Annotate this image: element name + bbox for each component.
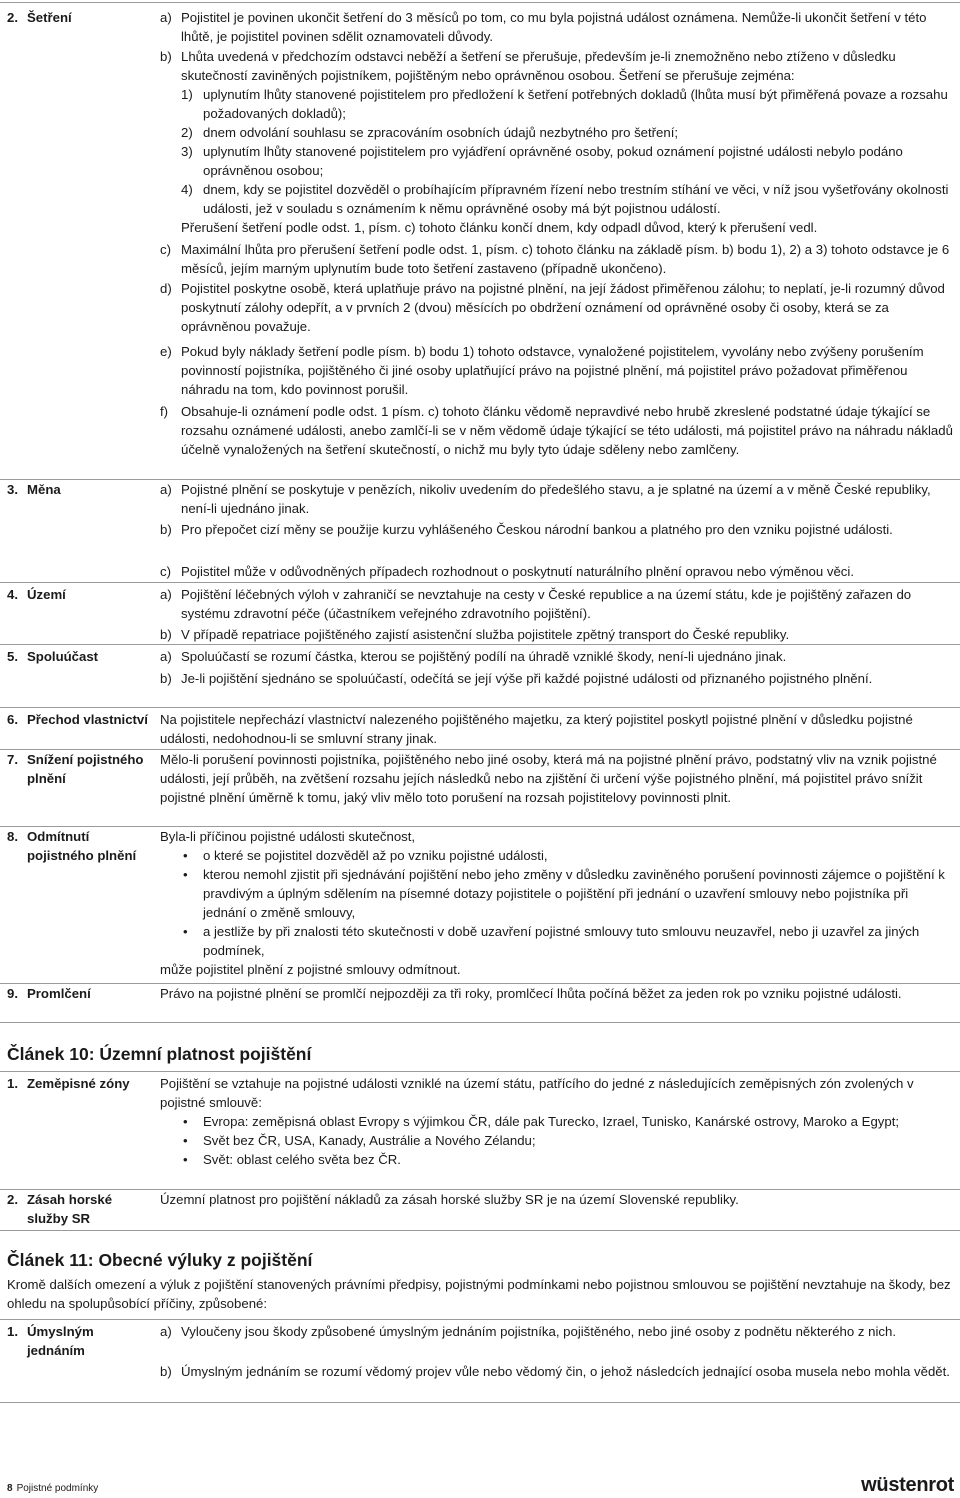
clause-e: e) Pokud byly náklady šetření podle písm. b) bodu 1) tohoto odstavce, vynaložené pojistitelem, vyvolány nebo zvýšeny porušením povinností pojistníka, pojištěného či jiné osoby uplatňující právo na pojistné plnění, má pojistitel právo požadovat přiměřenou náhradu na tom, kdo povinnost porušil. <box>160 344 924 397</box>
clause-a: a) Pojistné plnění se poskytuje v penězích, nikoliv uvedením do předešlého stavu, a je splatné na území a v měně České republiky, není-li ujednáno jinak. <box>160 482 931 516</box>
section-5-spoluucast <box>0 644 960 707</box>
section-text: Mělo-li porušení povinnosti pojistníka, pojištěného nebo jiné osoby, která má na pojistné plnění právo, podstatný vliv na vznik pojistné události, její průběh, na zvětšení rozsahu jejích následků nebo na zjištění či určení výše pojistného plnění, má pojistitel právo snížit pojistné plnění úměrně k tomu, jaký vliv mělo toto porušení na rozsah pojistitelovy povinnosti plnit. <box>160 752 937 805</box>
section-text: Na pojistitele nepřechází vlastnictví nalezeného pojištěného majetku, za který pojistitel poskytl pojistné plnění v důsledku pojistné události, nedohodnou-li se smluvní strany jinak. <box>160 712 913 746</box>
clause-b: b) V případě repatriace pojištěného zajistí asistenční služba pojistitele zpětný transport do České republiky. <box>160 627 790 642</box>
section-label: 1. Úmyslným jednáním <box>7 1324 94 1358</box>
article-10-row-2 <box>0 1189 960 1231</box>
list-item: • Svět bez ČR, USA, Kanady, Austrálie a Nového Zélandu; <box>183 1133 536 1148</box>
bullet-icon: • <box>183 867 188 882</box>
section-label: 8. Odmítnutí pojistného plnění <box>7 829 137 863</box>
section-label: 6. Přechod vlastnictví <box>7 712 148 727</box>
section-2-setreni <box>0 2 960 479</box>
point-1: 1) uplynutím lhůty stanovené pojistitelem pro předložení k šetření potřebných dokladů (lhůta musí být přiměřená povaze a rozsahu požadovaných dokladů); <box>181 87 948 121</box>
clause-d: d) Pojistitel poskytne osobě, která uplatňuje právo na pojistné plnění, na její žádost přiměřenou zálohu; to neplatí, je-li rozumný důvod poskytnutí zálohy odepřít, a v prvních 2 (dvou) měsících po obdržení oznámení od oprávněné osoby či osoby, která se za oprávněnou považuje. <box>160 281 945 334</box>
list-item: • a jestliže by při znalosti této skutečnosti v době uzavření pojistné smlouvy tuto smlouvu neuzavřel, nebo ji uzavřel za jiných podmínek, <box>183 924 920 958</box>
section-6-prechod <box>0 707 960 749</box>
clause-b: b) Je-li pojištění sjednáno se spoluúčastí, odečítá se její výše při každé pojistné události od přiznaného pojistného plnění. <box>160 671 873 686</box>
article-10-row-1 <box>0 1071 960 1189</box>
bullet-icon: • <box>183 848 188 863</box>
point-4: 4) dnem, kdy se pojistitel dozvěděl o probíhajícím přípravném řízení nebo trestním stíhání ve věci, v níž jsou vyšetřovány okolnosti události, jež v souladu s oznámením k němu oprávněné osoby má být pojistnou událostí. <box>181 182 949 216</box>
clause-b-points <box>160 85 954 237</box>
section-text <box>160 1074 954 1169</box>
clause-b: b) Úmyslným jednáním se rozumí vědomý projev vůle nebo vědomý čin, o jehož následcích jednající osoba musela nebo mohla vědět. <box>160 1364 950 1379</box>
page-footer <box>7 1483 98 1495</box>
section-text: Územní platnost pro pojištění nákladů za zásah horské služby SR je na území Slovenské republiky. <box>160 1192 739 1207</box>
clause-f: f) Obsahuje-li oznámení podle odst. 1 písm. c) tohoto článku vědomě nepravdivé nebo hrubě zkreslené podstatné údaje týkající se rozsahu oznámené události, anebo zamlčí-li se v něm vědomě údaje týkající se této události, má pojistitel právo na náhradu nákladů účelně vynaložených na šetření skutečností, o nichž mu byly tyto údaje sděleny nebo zamlčeny. <box>160 404 953 457</box>
list-item: • kterou nemohl zjistit při sjednávání pojištění nebo jeho změny v důsledku zaviněného porušení povinnosti zájemce o pojištění k pravdivým a úplným sdělením na písemné dotazy pojistitele o pojištění při jednání o uzavření smlouvy nebo pojistníka při jednání o změně smlouvy, <box>183 867 945 920</box>
section-label: 2. Zásah horské služby SR <box>7 1192 113 1226</box>
section-label: 3. Měna <box>7 482 61 497</box>
section-9-promlceni <box>0 983 960 1023</box>
list-item: • o které se pojistitel dozvěděl až po vzniku pojistné události, <box>183 848 548 863</box>
clause-a: a) Pojistitel je povinen ukončit šetření do 3 měsíců po tom, co mu byla pojistná událost oznámena. Nemůže-li ukončit šetření v této lhůtě, je pojistitel povinen sdělit oznamovateli důvody. <box>160 10 927 44</box>
section-label: 5. Spoluúčast <box>7 649 99 664</box>
article-11-heading: Článek 11: Obecné výluky z pojištění <box>7 1250 313 1270</box>
list-item: • Svět: oblast celého světa bez ČR. <box>183 1152 401 1167</box>
clause-b: b) Lhůta uvedená v předchozím odstavci neběží a šetření se přerušuje, především je-li znemožněno nebo ztíženo v důsledku skutečností zaviněných pojistníkem, pojištěným nebo oprávněnou osobou. Šetření se přerušuje zejména: <box>160 49 896 83</box>
conclusion: může pojistitel plnění z pojistné smlouvy odmítnout. <box>160 962 461 977</box>
brand-logo: wüstenrot <box>861 1474 954 1496</box>
bullet-icon: • <box>183 1152 188 1167</box>
page-number: 8 <box>7 1483 13 1494</box>
bullet-icon: • <box>183 1133 188 1148</box>
bullet-icon: • <box>183 924 188 939</box>
clause-b: b) Pro přepočet cizí měny se použije kurzu vyhlášeného Českou národní bankou a platného pro den vzniku pojistné události. <box>160 522 893 537</box>
clause-b-end: Přerušení šetření podle odst. 1, písm. c) tohoto článku končí dnem, kdy odpadl důvod, který k přerušení vedl. <box>181 220 818 235</box>
section-7-snizeni <box>0 749 960 826</box>
section-label: 2. Šetření <box>7 10 72 25</box>
section-4-uzemi <box>0 582 960 644</box>
section-label: 7. Snížení pojistného plnění <box>7 752 144 786</box>
article-11-intro: Kromě dalších omezení a výluk z pojištění stanovených právními předpisy, pojistnými podmínkami nebo pojistnou smlouvou se pojištění nevztahuje na škody, bez ohledu na spolupůsobící příčiny, způsobené: <box>7 1277 951 1311</box>
clause-a: a) Spoluúčastí se rozumí částka, kterou se pojištěný podílí na úhradě vzniklé škody, není-li ujednáno jinak. <box>160 649 787 664</box>
clause-c: c) Maximální lhůta pro přerušení šetření podle odst. 1, písm. c) tohoto článku na základě písm. b) bodu 1), 2) a 3) tohoto odstavce je 6 měsíců, jejím marným uplynutím bude toto šetření zastaveno (případně ukončeno). <box>160 242 950 276</box>
section-3-mena <box>0 479 960 582</box>
clause-a: a) Vyloučeny jsou škody způsobené úmyslným jednáním pojistníka, pojištěného, nebo jiné osoby z podnětu některého z nich. <box>160 1324 897 1339</box>
clause-a: a) Pojištění léčebných výloh v zahraničí se nevztahuje na cesty v České republice a na území státu, kde je pojištěný zařazen do systému zdravotní péče (účastníkem veřejného zdravotního pojištění). <box>160 587 912 621</box>
list-item: • Evropa: zeměpisná oblast Evropy s výjimkou ČR, dále pak Turecko, Izrael, Tunisko, Kanárské ostrovy, Maroko a Egypt; <box>183 1114 900 1129</box>
article-11-row-1 <box>0 1319 960 1403</box>
bullet-icon: • <box>183 1114 188 1129</box>
section-text: Právo na pojistné plnění se promlčí nejpozději za tři roky, promlčecí lhůta počíná běžet za jeden rok po vzniku pojistné události. <box>160 986 902 1001</box>
point-3: 3) uplynutím lhůty stanovené pojistitelem pro vyjádření oprávněné osoby, pokud oznámení pojistné události nebylo podáno oprávněnou osobou; <box>181 144 903 178</box>
section-label: 9. Promlčení <box>7 986 91 1001</box>
clause-c: c) Pojistitel může v odůvodněných případech rozhodnout o poskytnutí naturálního plnění opravou nebo výměnou věci. <box>160 564 854 579</box>
section-text <box>160 827 954 979</box>
section-8-odmitnuti <box>0 826 960 983</box>
intro: Pojištění se vztahuje na pojistné události vzniklé na území státu, patřícího do jedné z následujících zeměpisných zón zvolených v pojistné smlouvě: <box>160 1076 914 1110</box>
article-10-heading: Článek 10: Územní platnost pojištění <box>7 1044 312 1064</box>
section-label: 4. Území <box>7 587 66 602</box>
intro: Byla-li příčinou pojistné události skutečnost, <box>160 829 416 844</box>
section-label: 1. Zeměpisné zóny <box>7 1076 130 1091</box>
footer-title: Pojistné podmínky <box>16 1483 99 1494</box>
point-2: 2) dnem odvolání souhlasu se zpracováním osobních údajů nezbytného pro šetření; <box>181 125 679 140</box>
